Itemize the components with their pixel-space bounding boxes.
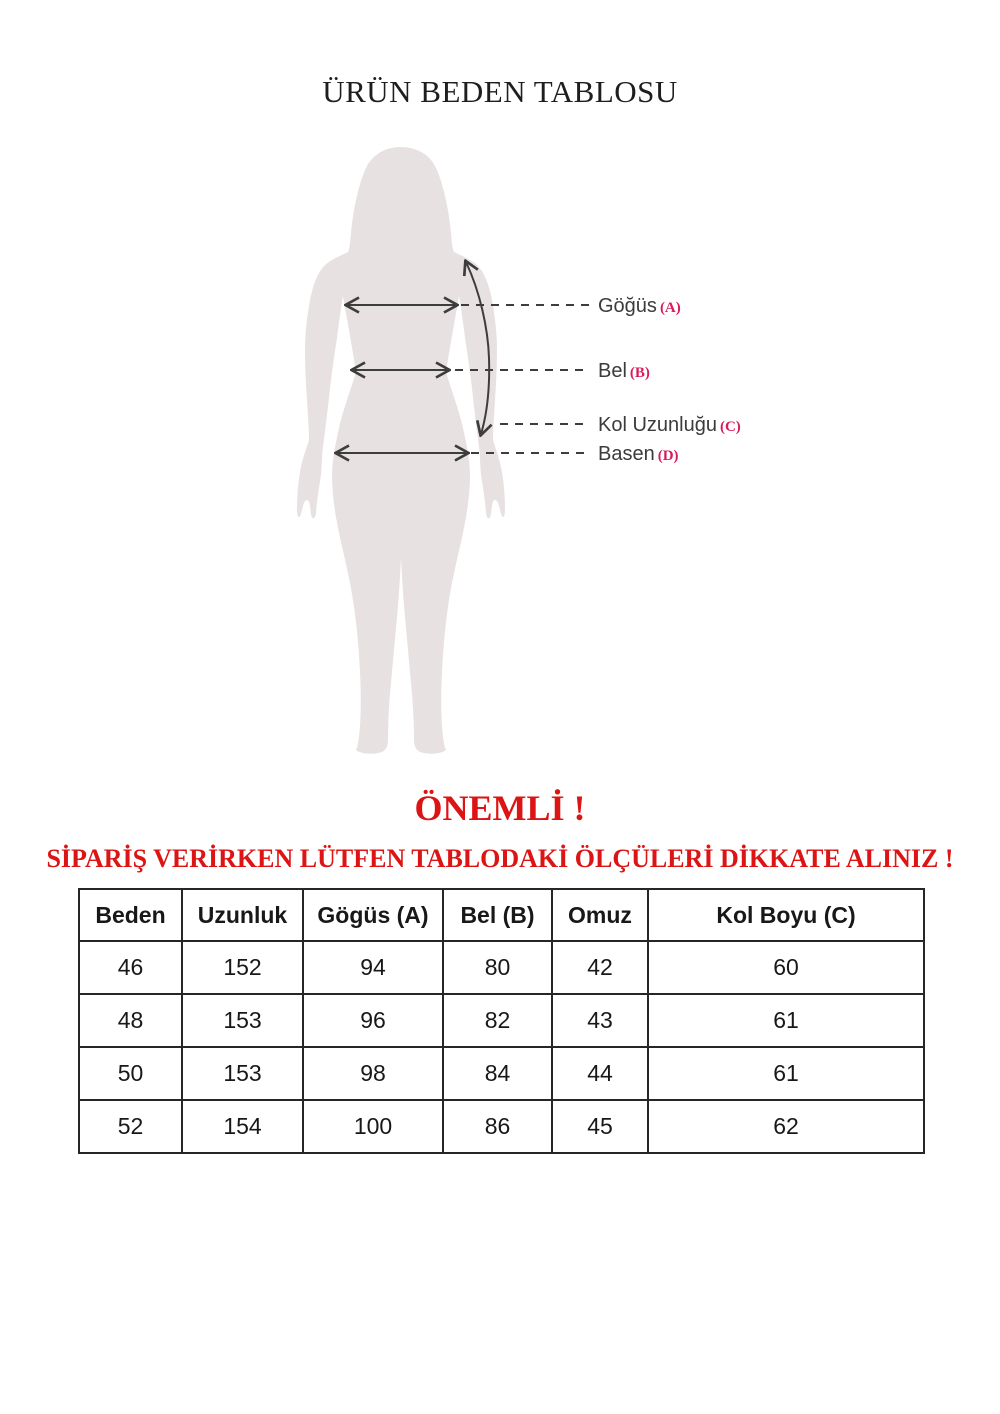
size-cell: 48 — [79, 994, 182, 1047]
body-measurement-diagram — [280, 137, 595, 765]
table-row — [79, 994, 924, 1047]
label-waist — [598, 360, 650, 385]
label-waist-text: Bel — [598, 360, 627, 382]
label-arm-length — [598, 414, 741, 439]
header-cell: Beden — [79, 889, 182, 941]
label-arm-length-text: Kol Uzunluğu — [598, 414, 717, 436]
size-table — [78, 888, 925, 1154]
label-hip-text: Basen — [598, 443, 655, 465]
size-cell: 86 — [443, 1100, 552, 1153]
label-chest-letter: (A) — [659, 300, 681, 316]
size-cell: 80 — [443, 941, 552, 994]
header-cell: Kol Boyu (C) — [648, 889, 924, 941]
table-row — [79, 1100, 924, 1153]
table-row — [79, 1047, 924, 1100]
table-row — [79, 941, 924, 994]
table-header-row — [79, 889, 924, 941]
label-hip-letter: (D) — [657, 448, 679, 464]
size-cell: 96 — [303, 994, 443, 1047]
header-cell: Omuz — [552, 889, 648, 941]
size-cell: 61 — [648, 994, 924, 1047]
size-cell: 45 — [552, 1100, 648, 1153]
size-cell: 43 — [552, 994, 648, 1047]
size-cell: 44 — [552, 1047, 648, 1100]
size-cell: 46 — [79, 941, 182, 994]
header-cell: Bel (B) — [443, 889, 552, 941]
size-cell: 50 — [79, 1047, 182, 1100]
size-cell: 61 — [648, 1047, 924, 1100]
header-cell: Gögüs (A) — [303, 889, 443, 941]
female-silhouette — [297, 147, 505, 754]
label-arm-length-letter: (C) — [719, 419, 741, 435]
size-cell: 153 — [182, 1047, 303, 1100]
size-cell: 62 — [648, 1100, 924, 1153]
size-cell: 100 — [303, 1100, 443, 1153]
size-cell: 42 — [552, 941, 648, 994]
size-cell: 52 — [79, 1100, 182, 1153]
warning-text: SİPARİŞ VERİRKEN LÜTFEN TABLODAKİ ÖLÇÜLERİ DİKKATE ALINIZ ! — [46, 844, 954, 873]
label-hip — [598, 443, 679, 468]
size-cell: 84 — [443, 1047, 552, 1100]
size-cell: 153 — [182, 994, 303, 1047]
label-waist-letter: (B) — [629, 365, 650, 381]
header-cell: Uzunluk — [182, 889, 303, 941]
label-chest — [598, 295, 681, 320]
page-title: ÜRÜN BEDEN TABLOSU — [322, 74, 678, 109]
size-cell: 94 — [303, 941, 443, 994]
size-cell: 82 — [443, 994, 552, 1047]
important-heading: ÖNEMLİ ! — [414, 788, 586, 828]
size-cell: 60 — [648, 941, 924, 994]
size-cell: 98 — [303, 1047, 443, 1100]
size-cell: 152 — [182, 941, 303, 994]
size-cell: 154 — [182, 1100, 303, 1153]
label-chest-text: Göğüs — [598, 295, 657, 317]
